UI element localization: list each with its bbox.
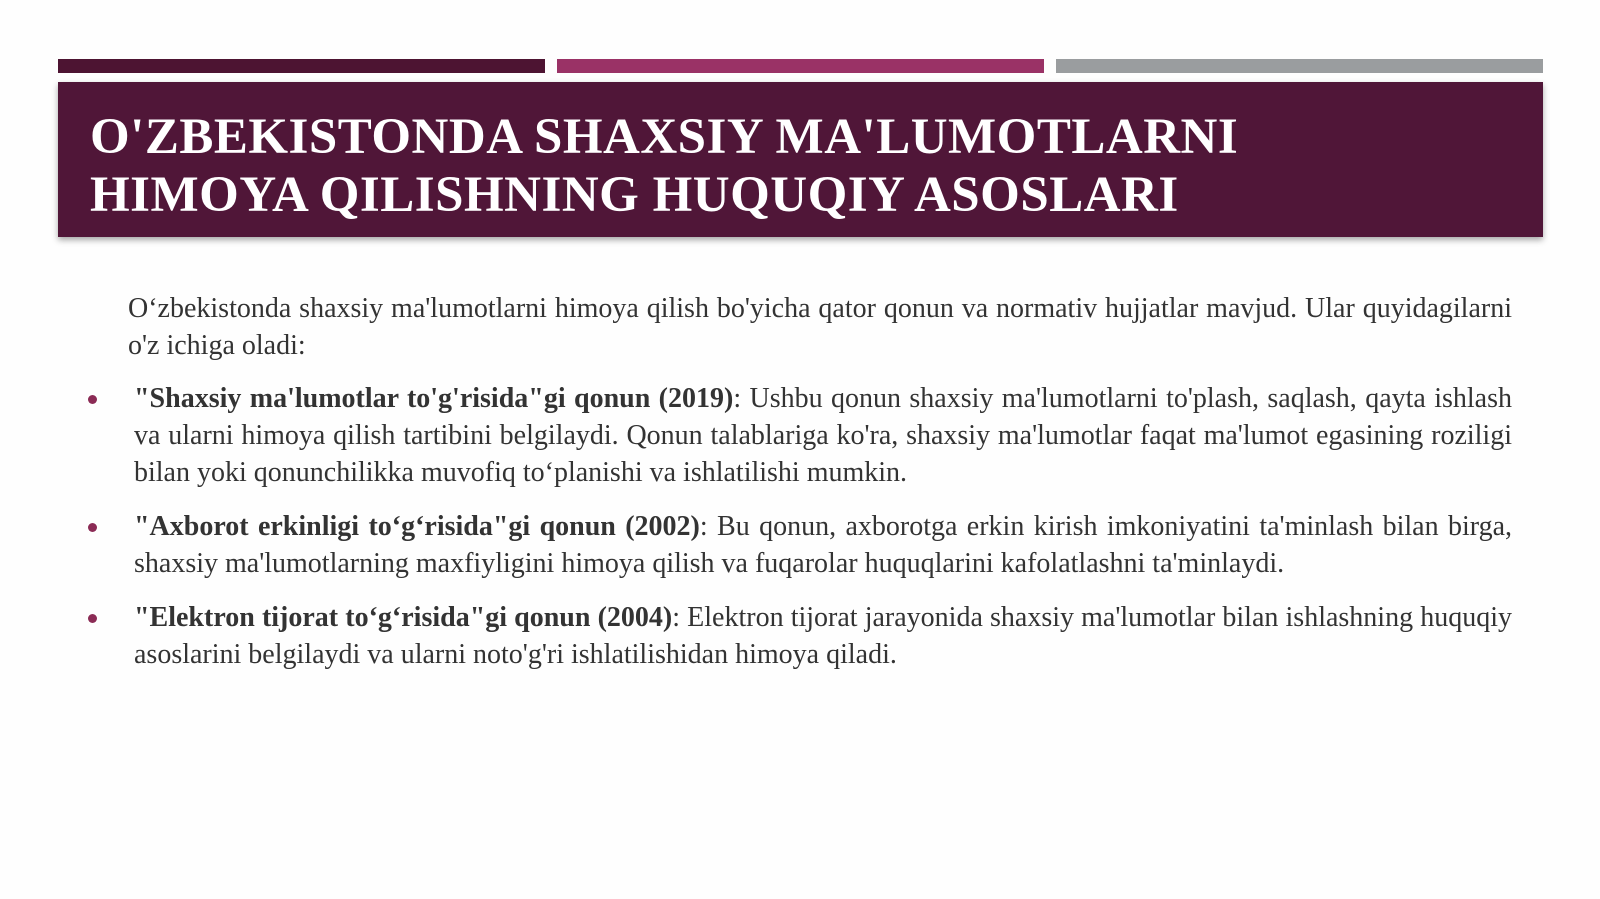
law-name: "Elektron tijorat to‘g‘risida"gi qonun (2004) [134, 602, 673, 633]
bullet-icon [88, 614, 97, 623]
list-item [86, 380, 1512, 491]
law-separator: : [733, 383, 750, 414]
law-list [86, 380, 1512, 673]
slide-title-line-1: O'ZBEKISTONDA SHAXSIY MA'LUMOTLARNI [90, 109, 1239, 165]
law-name: "Axborot erkinligi to‘g‘risida"gi qonun (2002) [134, 511, 700, 542]
list-item [86, 599, 1512, 673]
law-name: "Shaxsiy ma'lumotlar to'g'risida"gi qonun (2019) [134, 383, 734, 414]
accent-bar-dark [58, 59, 545, 73]
law-description: Ushbu qonun shaxsiy ma'lumotlarni to'plash, saqlash, qayta ishlash va ularni himoya qilish tartibini belgilaydi. Qonun talablariga ko'ra, shaxsiy ma'lumotlar faqat ma'lumot egasining roziligi bilan yoki qonunchilikka muvofiq to‘planishi va ishlatilishi mumkin. [134, 383, 1512, 488]
slide-content [86, 290, 1512, 690]
law-separator: : [699, 511, 718, 542]
slide-title [90, 108, 1510, 224]
law-description: Bu qonun, axborotga erkin kirish imkoniyatini ta'minlash bilan birga, shaxsiy ma'lumotlarning maxfiyligini himoya qilish va fuqarolar huquqlarini kafolatlashni ta'minlaydi. [134, 511, 1513, 579]
law-description: Elektron tijorat jarayonida shaxsiy ma'lumotlar bilan ishlashning huquqiy asoslarini belgilaydi va ularni noto'g'ri ishlatilishidan himoya qiladi. [134, 602, 1512, 670]
title-band [58, 82, 1543, 237]
accent-bar-gray [1056, 59, 1543, 73]
list-item [86, 508, 1512, 582]
law-separator: : [672, 602, 688, 633]
intro-paragraph: O‘zbekistonda shaxsiy ma'lumotlarni himoya qilish bo'yicha qator qonun va normativ hujjatlar mavjud. Ular quyidagilarni o'z ichiga oladi: [128, 293, 1512, 361]
slide-title-line-2: HIMOYA QILISHNING HUQUQIY ASOSLARI [90, 167, 1179, 223]
bullet-icon [88, 395, 97, 404]
accent-bar-magenta [557, 59, 1044, 73]
bullet-icon [88, 523, 97, 532]
